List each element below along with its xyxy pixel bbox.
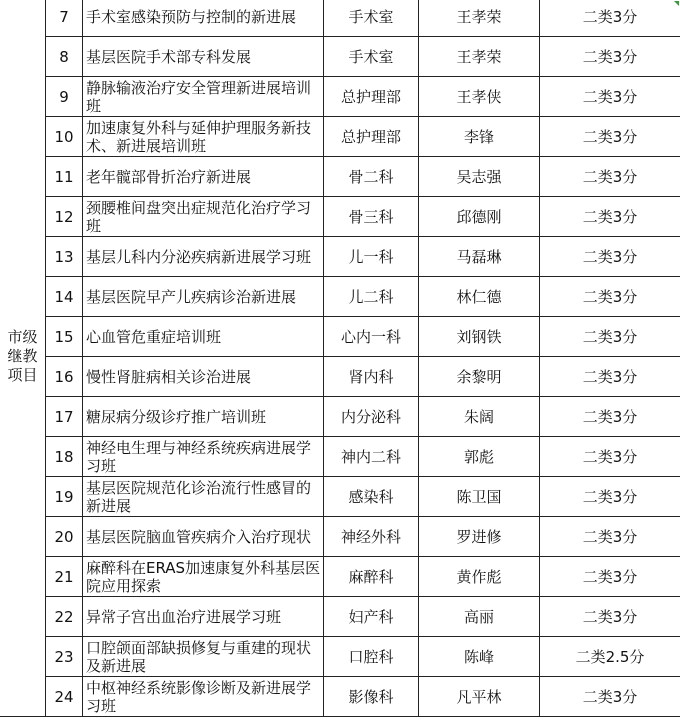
row-number-cell: 14 [46,277,83,317]
table-row [0,277,680,317]
row-number-cell: 9 [46,77,83,117]
cell-comment-marker [674,1,679,6]
credit-cell: 二类3分 [540,37,680,77]
table-row [0,197,680,237]
credit-cell: 二类3分 [540,357,680,397]
credit-cell: 二类3分 [540,477,680,517]
department-cell: 骨三科 [324,197,419,237]
department-cell: 内分泌科 [324,397,419,437]
table-row [0,117,680,157]
credit-cell: 二类3分 [540,317,680,357]
responsible-person-cell: 王孝荣 [419,37,540,77]
responsible-person-cell: 王孝荣 [419,0,540,37]
responsible-person-cell: 余黎明 [419,357,540,397]
table-row [0,37,680,77]
department-cell: 心内一科 [324,317,419,357]
credit-cell: 二类3分 [540,117,680,157]
credit-cell: 二类3分 [540,277,680,317]
project-name-cell: 心血管危重症培训班 [83,317,324,357]
department-cell: 骨二科 [324,157,419,197]
row-number-cell: 22 [46,597,83,637]
table-row [0,437,680,477]
table-row [0,477,680,517]
row-number-cell: 20 [46,517,83,557]
department-cell: 神经外科 [324,517,419,557]
department-cell: 妇产科 [324,597,419,637]
table-row [0,517,680,557]
row-number-cell: 17 [46,397,83,437]
row-number-cell: 16 [46,357,83,397]
responsible-person-cell: 吴志强 [419,157,540,197]
responsible-person-cell: 凡平林 [419,677,540,717]
project-name-cell: 基层医院手术部专科发展 [83,37,324,77]
project-name-cell: 老年髋部骨折治疗新进展 [83,157,324,197]
department-cell: 麻醉科 [324,557,419,597]
credit-cell: 二类2.5分 [540,637,680,677]
responsible-person-cell: 陈卫国 [419,477,540,517]
table-row [0,557,680,597]
department-cell: 感染科 [324,477,419,517]
project-name-cell: 中枢神经系统影像诊断及新进展学习班 [83,677,324,717]
category-cell [0,0,46,717]
credit-cell: 二类3分 [540,77,680,117]
row-number-cell: 18 [46,437,83,477]
credit-cell: 二类3分 [540,157,680,197]
table-row [0,357,680,397]
responsible-person-cell: 黄作彪 [419,557,540,597]
department-cell: 影像科 [324,677,419,717]
row-number-cell: 13 [46,237,83,277]
credit-cell: 二类3分 [540,397,680,437]
project-name-cell: 异常子宫出血治疗进展学习班 [83,597,324,637]
project-name-cell: 加速康复外科与延伸护理服务新技术、新进展培训班 [83,117,324,157]
project-name-cell: 基层医院规范化诊治流行性感冒的新进展 [83,477,324,517]
responsible-person-cell: 林仁德 [419,277,540,317]
row-number-cell: 23 [46,637,83,677]
project-name-cell: 神经电生理与神经系统疾病进展学习班 [83,437,324,477]
project-name-cell: 基层医院脑血管疾病介入治疗现状 [83,517,324,557]
credit-cell: 二类3分 [540,557,680,597]
department-cell: 手术室 [324,37,419,77]
credit-cell: 二类3分 [540,597,680,637]
responsible-person-cell: 郭彪 [419,437,540,477]
responsible-person-cell: 高丽 [419,597,540,637]
project-name-cell: 手术室感染预防与控制的新进展 [83,0,324,37]
category-label: 市级继教项目 [7,328,38,384]
responsible-person-cell: 王孝侠 [419,77,540,117]
responsible-person-cell: 李锋 [419,117,540,157]
project-name-cell: 基层儿科内分泌疾病新进展学习班 [83,237,324,277]
table-row [0,637,680,677]
credit-cell: 二类3分 [540,517,680,557]
row-number-cell: 12 [46,197,83,237]
project-name-cell: 慢性肾脏病相关诊治进展 [83,357,324,397]
project-name-cell: 静脉输液治疗安全管理新进展培训班 [83,77,324,117]
table-row [0,677,680,717]
table-row [0,0,680,37]
department-cell: 神内二科 [324,437,419,477]
responsible-person-cell: 罗进修 [419,517,540,557]
credit-cell: 二类3分 [540,0,680,37]
row-number-cell: 24 [46,677,83,717]
row-number-cell: 21 [46,557,83,597]
responsible-person-cell: 陈峰 [419,637,540,677]
responsible-person-cell: 朱阔 [419,397,540,437]
table-row [0,157,680,197]
table-row [0,77,680,117]
responsible-person-cell: 邱德刚 [419,197,540,237]
department-cell: 口腔科 [324,637,419,677]
responsible-person-cell: 马磊琳 [419,237,540,277]
department-cell: 儿二科 [324,277,419,317]
project-name-cell: 口腔颌面部缺损修复与重建的现状及新进展 [83,637,324,677]
table-row [0,597,680,637]
row-number-cell: 15 [46,317,83,357]
row-number-cell: 19 [46,477,83,517]
department-cell: 总护理部 [324,117,419,157]
project-name-cell: 麻醉科在ERAS加速康复外科基层医院应用探索 [83,557,324,597]
project-name-cell: 基层医院早产儿疾病诊治新进展 [83,277,324,317]
table-row [0,397,680,437]
responsible-person-cell: 刘钢铁 [419,317,540,357]
credit-cell: 二类3分 [540,677,680,717]
department-cell: 总护理部 [324,77,419,117]
table-row [0,317,680,357]
row-number-cell: 7 [46,0,83,37]
department-cell: 儿一科 [324,237,419,277]
credit-cell: 二类3分 [540,197,680,237]
row-number-cell: 11 [46,157,83,197]
department-cell: 肾内科 [324,357,419,397]
department-cell: 手术室 [324,0,419,37]
row-number-cell: 8 [46,37,83,77]
row-number-cell: 10 [46,117,83,157]
credit-cell: 二类3分 [540,437,680,477]
table-row [0,237,680,277]
credit-cell: 二类3分 [540,237,680,277]
project-name-cell: 糖尿病分级诊疗推广培训班 [83,397,324,437]
project-name-cell: 颈腰椎间盘突出症规范化治疗学习班 [83,197,324,237]
